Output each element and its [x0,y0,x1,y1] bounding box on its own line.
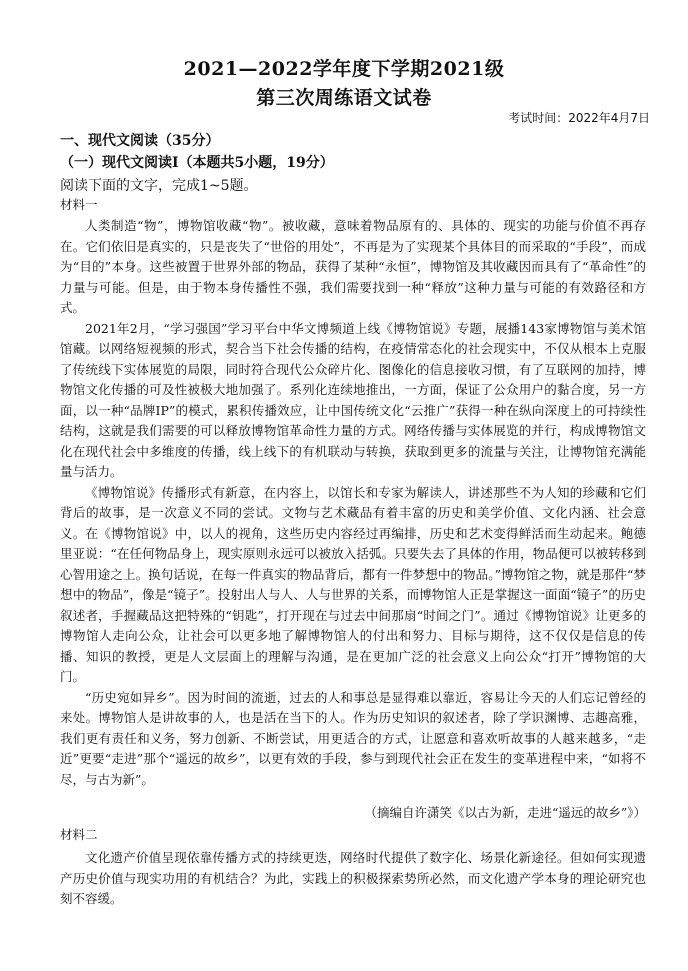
section-heading: 一、现代文阅读（35分） [60,133,220,149]
material2-label: 材料二 [60,827,98,842]
material1-paragraph-3: 《博物馆说》传播形式有新意，在内容上，以馆长和专家为解读人，讲述那些不为人知的珍藏和它们背后的故事，是一次意义不同的尝试。文物与艺术藏品有着丰富的历史和美学价值、文化内涵、社会意义。在《博物馆说》中，以人的视角，这些历史内容经过再编排，历史和艺术变得鲜活而生动起来。鲍德里亚说：“在任何物品身上，现实原则永远可以被放入括弧。只要失去了具体的作用，物品便可以被转移到心智用途之上。换句话说，在每一件真实的物品背后，都有一件梦想中的物品。”博物馆之物，就是那件“梦想中的物品”，像是“镜子”。投射出人与人、人与世界的关系，而博物馆人正是掌握这一面面“镜子”的历史叙述者，手握藏品这把特殊的“钥匙”，打开现在与过去中间那扇“时间之门”。通过《博物馆说》让更多的博物馆人走向公众，让社会可以更多地了解博物馆人的付出和努力、目标与期待，这不仅仅是信息的传播、知识的教授，更是人文层面上的理解与沟通，是在更加广泛的社会意义上向公众“打开”博物馆的大门。 [60,484,646,684]
reading-instruction: 阅读下面的文字，完成1~5题。 [60,178,258,194]
material1-text [60,216,646,790]
section-subheading: （一）现代文阅读I（本题共5小题，19分） [60,155,334,171]
exam-time: 考试时间：2022年4月7日 [508,111,650,125]
material1-paragraph-2: 2021年2月，“学习强国”学习平台中华文博频道上线《博物馆说》专题，展播143家博物馆与美术馆馆藏。以网络短视频的形式，契合当下社会传播的结构，在疫情常态化的社会现实中，不仅从根本上克服了传统线下实体展览的局限，同时符合现代公众碎片化、图像化的信息接收习惯，有了互联网的加持，博物馆文化传播的可及性被极大地加强了。系列化连续地推出，一方面，保证了公众用户的黏合度，另一方面，以一种“品牌IP”的模式，累积传播效应，让中国传统文化“云推广”获得一种在纵向深度上的可持续性结构，这就是我们需要的可以释放博物馆革命性力量的方式。网络传播与实体展览的并行，构成博物馆文化在现代社会中多维度的传播，线上线下的有机联动与转换，获取到更多的流量与关注，让博物馆充满能量与活力。 [60,320,646,479]
material1-paragraph-4: “历史宛如异乡”。因为时间的流逝，过去的人和事总是显得难以靠近，容易让今天的人们忘记曾经的来处。博物馆人是讲故事的人，也是活在当下的人。作为历史知识的叙述者，除了学识渊博、志趣高雅，我们更有责任和义务，努力创新、不断尝试，用更适合的方式，让愿意和喜欢听故事的人越来越多，“走近”更要“走进”那个“遥远的故乡”，以更有效的手段，参与到现代社会正在发生的变革进程中来，“如将不尽，与古为新”。 [60,689,646,787]
material1-paragraph-1: 人类制造“物”，博物馆收藏“物”。被收藏，意味着物品原有的、具体的、现实的功能与价值不再存在。它们依旧是真实的，只是丧失了“世俗的用处”，不再是为了实现某个具体目的而采取的“手段”，而成为“目的”本身。这些被置于世界外部的物品，获得了某种“永恒”，博物馆及其收藏因而具有了“革命性”的力量与可能。但是，由于物本身传播性不强，我们需要找到一种“释放”这种力量与可能的有效路径和方式。 [60,218,646,315]
material1-citation: （摘编自许潇笑《以古为新，走进“遥远的故乡”》） [364,805,646,820]
exam-title-line2: 第三次周练语文试卷 [256,87,432,109]
material1-label: 材料一 [60,197,98,212]
exam-title-line1: 2021—2022学年度下学期2021级 [183,58,505,80]
material2-text [60,848,646,910]
material2-paragraph-1: 文化遗产价值呈现依靠传播方式的持续更迭，网络时代提供了数字化、场景化新途径。但如何实现遗产历史价值与现实功用的有机结合？为此，实践上的积极探索势所必然，而文化遗产学本身的理论研究也刻不容缓。 [60,850,646,906]
